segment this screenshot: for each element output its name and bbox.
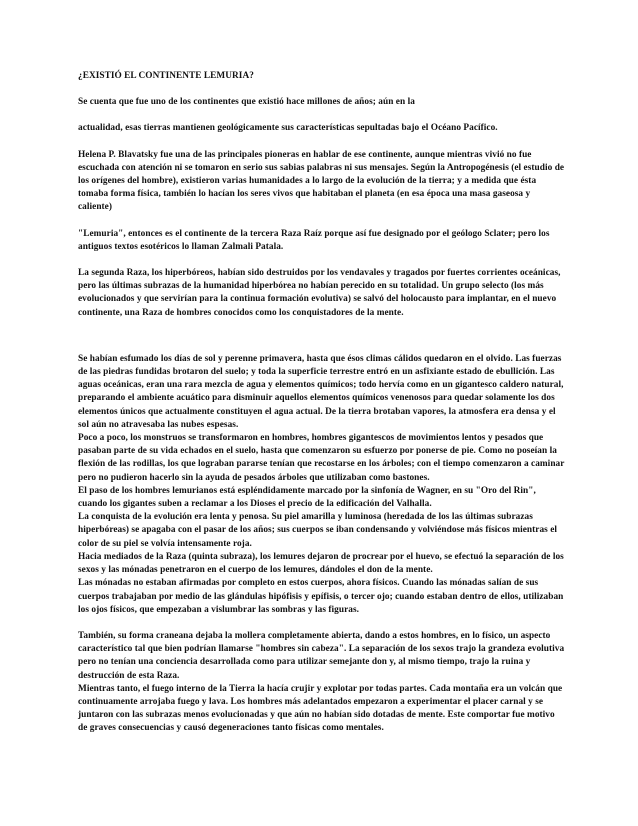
paragraph: Poco a poco, los monstruos se transformaron en hombres, hombres gigantescos de movimientos lentos y pesados que pasaban parte de su vida echados en el suelo, hasta que comenzaron su esfuerzo por ponerse de pie. Como no poseían la flexión de las rodillas, los que lograban pararse tenían que recostarse en los árboles; con el tiempo comenzaron a caminar pero no pudieron hacerlo sin la ayuda de pesados árboles que utilizaban como bastones. xyxy=(78,433,565,483)
paragraph: La segunda Raza, los hiperbóreos, habían sido destruidos por los vendavales y tragados por fuertes corrientes oceánicas, pero las últimas subrazas de la humanidad hiperbórea no habían perecido en su totalidad. Un grupo selecto (los más evolucionados y que servirían para la continua formación evolutiva) se salvó del holocausto para implantar, en el nuevo continente, una Raza de hombres conocidos como los conquistadores de la mente. xyxy=(78,268,561,318)
document-body xyxy=(78,70,566,736)
paragraph: Las mónadas no estaban afirmadas por completo en estos cuerpos, ahora físicos. Cuando las mónadas salían de sus cuerpos trabajaban por medio de las glándulas hipófisis y epífisis, o tercer ojo; cuando estaban dentro de ellos, utilizaban los ojos físicos, que empezaban a vislumbrar las sombras y las figuras. xyxy=(78,578,564,615)
paragraph: "Lemuria", entonces es el continente de la tercera Raza Raíz porque así fue designado por el geólogo Sclater; pero los antiguos textos esotéricos lo llaman Zalmali Patala. xyxy=(78,228,550,252)
paragraph: Helena P. Blavatsky fue una de las principales pioneras en hablar de ese continente, aunque mientras vivió no fue escuchada con atención ni se tomaron en serio sus sabias palabras ni sus mensajes. Según la Antropogénesis (el estudio de los orígenes del hombre), existieron varias humanidades a lo largo de la evolución de la tierra; y a medida que ésta tomaba forma física, también lo hacían los seres vivos que habitaban el planeta (en esa época una masa gaseosa y caliente) xyxy=(78,149,565,213)
paragraph: El paso de los hombres lemurianos está espléndidamente marcado por la sinfonía de Wagner, en su "Oro del Rin", cuando los gigantes suben a reclamar a los Dioses el precio de la edificación del Valhalla. xyxy=(78,485,536,510)
paragraph: Se habían esfumado los días de sol y perenne primavera, hasta que ésos climas cálidos quedaron en el olvido. Las fuerzas de las piedras fundidas brotaron del suelo; y toda la superficie terrestre entró en un asfixiante estado de ebullición. Las aguas oceánicas, eran una rara mezcla de agua y elementos químicos; todo hervía como en un gigantesco caldero natural, preparando el ambiente acuático para disminuir aquellos elementos químicos venenosos para quedar solamente los dos elementos únicos que actualmente constituyen el agua actual. De la tierra brotaban vapores, la atmosfera era densa y el sol aún no atravesaba las nubes espesas. xyxy=(78,353,564,430)
paragraph: La conquista de la evolución era lenta y penosa. Su piel amarilla y luminosa (heredada de los las últimas subrazas hiperbóreas) se apagaba con el pasar de los años; sus cuerpos se iban condensando y volviéndose más físicos mientras el color de su piel se volvía intensamente roja. xyxy=(78,512,558,549)
paragraph: Hacia mediados de la Raza (quinta subraza), los lemures dejaron de procrear por el huevo, se efectuó la separación de los sexos y las mónadas penetraron en el cuerpo de los lemures, dándoles el don de la mente. xyxy=(78,551,564,576)
paragraph: Mientras tanto, el fuego interno de la Tierra la hacía crujir y explotar por todas partes. Cada montaña era un volcán que continuamente arrojaba fuego y lava. Los hombres más adelantados empezaron a experimentar el placer carnal y se juntaron con las subrazas menos evolucionadas y que aún no habían sido dotadas de mente. Este comportar fue motivo de graves consecuencias y causó degeneraciones tanto físicas como mentales. xyxy=(78,683,563,734)
paragraph: Se cuenta que fue uno de los continentes que existió hace millones de años; aún en la xyxy=(78,97,415,108)
document-title: ¿EXISTIÓ EL CONTINENTE LEMURIA? xyxy=(78,71,254,81)
paragraph: También, su forma craneana dejaba la mollera completamente abierta, dando a estos hombres, en lo físico, un aspecto característico tal que bien podrían llamarse "hombres sin cabeza". La separación de los sexos trajo la grandeza evolutiva pero no tenían una conciencia desarrollada como para utilizar semejante don y, al mismo tiempo, trajo la ruina y destrucción de esta Raza. xyxy=(78,630,565,681)
paragraph: actualidad, esas tierras mantienen geológicamente sus características sepultadas bajo el Océano Pacífico. xyxy=(78,123,498,134)
